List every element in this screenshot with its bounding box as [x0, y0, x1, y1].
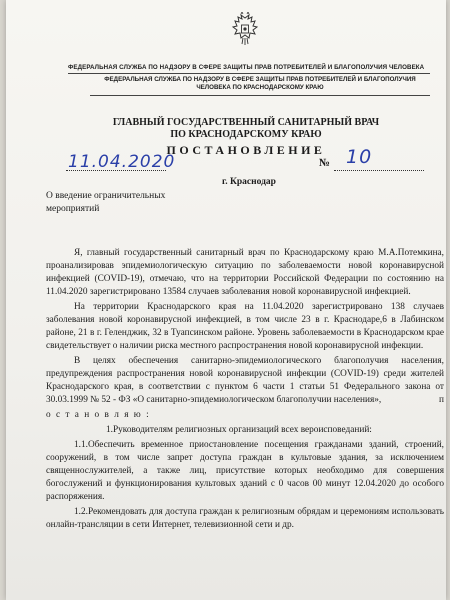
number-sign: №: [319, 157, 331, 169]
document-page: [6, 0, 446, 600]
header-divider: [68, 73, 430, 74]
legal-basis-tail: п: [439, 395, 444, 405]
item-1: 1.Руководителям религиозных организаций всех вероисповеданий:: [106, 425, 372, 435]
item-1-1: 1.1.Обеспечить временное приостановление посещения гражданами зданий, строений, сооружений, в том числе запрет доступа граждан в культовые здания, за исключением священнослужителей, а также лиц, присутствие которых необходимо для совершения богослужений и функционирования культовых зданий с 0 часов 00 минут 12.04.2020 до особого распоряжения.: [46, 440, 444, 502]
paragraph-regional-cases: На территории Краснодарского края на 11.04.2020 зарегистрировано 138 случаев заболевания новой коронавирусной инфекцией, в том числе 23 в г. Краснодаре,6 в Лабинском районе, 21 в г. Геленджик, 32 в Туапсинском районе. Уровень заболеваемости в Краснодарском крае свидетельствует о наличии риска местного распространения новой коронавирусной инфекции.: [46, 302, 444, 351]
chief-title-line-1: ГЛАВНЫЙ ГОСУДАРСТВЕННЫЙ САНИТАРНЫЙ ВРАЧ: [112, 117, 380, 128]
subject-line-2: мероприятий: [46, 204, 100, 214]
ordering-phrase: о с т а н о в л я ю :: [46, 410, 151, 420]
agency-name-regional: ФЕДЕРАЛЬНАЯ СЛУЖБА ПО НАДЗОРУ В СФЕРЕ ЗАЩИТЫ ПРАВ ПОТРЕБИТЕЛЕЙ И БЛАГОПОЛУЧИЯ ЧЕЛОВЕКА ПО КРАСНОДАРСКОМУ КРАЮ: [104, 76, 416, 91]
subject-line-1: О введение ограничительных: [46, 191, 166, 201]
city-name: г. Краснодар: [222, 177, 276, 187]
handwritten-date: 11.04.2020: [68, 152, 176, 172]
date-line: [66, 170, 166, 171]
item-1-2: 1.2.Рекомендовать для доступа граждан к религиозным обрядам и церемониям использовать онлайн-трансляции в сети Интернет, телевизионной сети и др.: [46, 507, 444, 530]
header-divider-regional: [90, 95, 430, 96]
chief-doctor-title: [106, 117, 386, 141]
russian-coat-of-arms-icon: [230, 12, 260, 52]
legal-basis-text: В целях обеспечения санитарно-эпидемиологического благополучия населения, предупреждения распространения новой коронавирусной инфекции (COVID-19) среди жителей Краснодарского края, в соответствии с пунктом 6 части 1 статьи 51 Федерального закона от 30.03.1999 № 52 - ФЗ «О санитарно-эпидемиологическом благополучии населения»,: [46, 356, 444, 405]
chief-title-line-2: ПО КРАСНОДАРСКОМУ КРАЮ: [170, 129, 322, 140]
number-line: [334, 170, 424, 171]
document-type-title: ПОСТАНОВЛЕНИЕ: [166, 143, 326, 157]
paragraph-legal-basis: [46, 355, 444, 407]
agency-name-federal: ФЕДЕРАЛЬНАЯ СЛУЖБА ПО НАДЗОРУ В СФЕРЕ ЗАЩИТЫ ПРАВ ПОТРЕБИТЕЛЕЙ И БЛАГОПОЛУЧИЯ ЧЕЛОВЕКА: [68, 64, 425, 71]
paragraph-situation: Я, главный государственный санитарный врач по Краснодарскому краю М.А.Потемкина, проанализировав эпидемиологическую ситуацию по заболеваемости новой коронавирусной инфекцией (COVID-19), отмечаю, что на территории Российской Федерации по состоянию на 11.04.2020 зарегистрировано 13584 случаев заболевания новой коронавирусной инфекцией.: [46, 248, 444, 297]
handwritten-number: 10: [346, 146, 373, 168]
document-subject: [46, 190, 226, 216]
document-body: [46, 247, 444, 534]
